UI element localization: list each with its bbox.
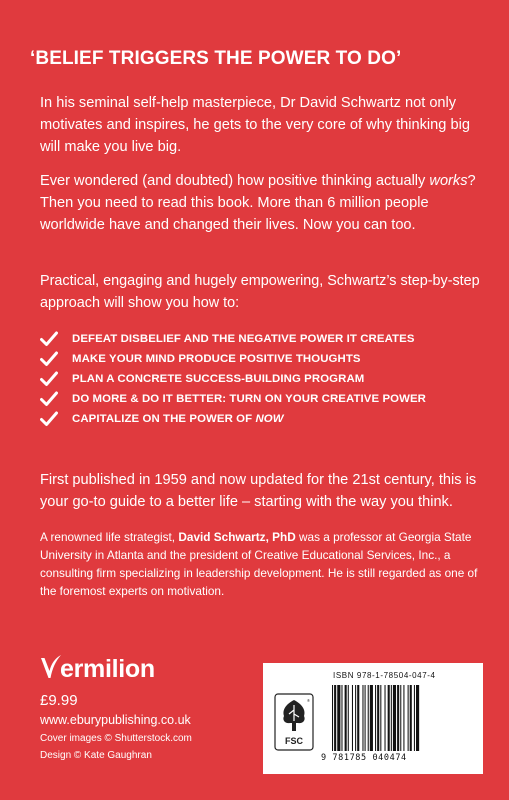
barcode-bar xyxy=(414,685,415,751)
lead-in-paragraph: Practical, engaging and hugely empowering, Schwartz’s step-by-step approach will show you how to: xyxy=(40,273,480,311)
barcode-bar xyxy=(368,685,369,751)
barcode-bar xyxy=(410,685,412,751)
barcode-bar xyxy=(355,685,356,751)
barcode-bar xyxy=(370,685,373,751)
barcode-digits: 9 781785 040474 xyxy=(321,753,407,763)
checkmark-icon xyxy=(40,371,58,387)
vermilion-logo xyxy=(40,651,155,684)
history-paragraph: First published in 1959 and now updated for the 21st century, this is your go-to guide to a better life – starting with the way you think. xyxy=(40,472,477,510)
price: £9.99 xyxy=(40,692,78,709)
intro-paragraph: In his seminal self-help masterpiece, Dr David Schwartz not only motivates and inspires, he gets to the very core of why thinking big will make you live big. xyxy=(40,95,470,155)
barcode-bars xyxy=(331,685,471,751)
barcode-bar xyxy=(362,685,363,751)
barcode-bar xyxy=(365,685,366,751)
barcode-bar xyxy=(334,685,336,751)
benefit-text: DEFEAT DISBELIEF AND THE NEGATIVE POWER IT CREATES xyxy=(72,333,415,345)
benefit-emphasis: NOW xyxy=(255,413,284,425)
benefit-text-start: CAPITALIZE ON THE POWER OF xyxy=(72,413,256,425)
checkmark-icon xyxy=(40,411,58,427)
bio-body: was a professor at Georgia State University in Atlanta and the president of Creative Educational Services, Inc., a consulting firm specializing in leadership development. He is still regarded as one of the foremost experts on motivation. xyxy=(40,530,478,598)
benefit-item xyxy=(40,349,490,369)
benefit-text: PLAN A CONCRETE SUCCESS-BUILDING PROGRAM xyxy=(72,373,365,385)
cover-image-credit: Cover images © Shutterstock.com xyxy=(40,733,192,744)
benefit-text: MAKE YOUR MIND PRODUCE POSITIVE THOUGHTS xyxy=(72,353,361,365)
benefit-item xyxy=(40,329,490,349)
benefit-item xyxy=(40,389,490,409)
barcode-bar xyxy=(377,685,379,751)
checkmark-icon xyxy=(40,351,58,367)
author-bio xyxy=(40,528,490,600)
fsc-label: FSC xyxy=(285,736,303,746)
barcode-bar xyxy=(352,685,353,751)
benefit-item xyxy=(40,409,490,429)
checkmark-icon xyxy=(40,331,58,347)
logo-wordmark: ermilion xyxy=(60,655,155,683)
barcode-bar xyxy=(385,685,386,751)
author-name: David Schwartz, PhD xyxy=(178,530,296,544)
checkmark-icon xyxy=(40,391,58,407)
question-text-start: Ever wondered (and doubted) how positive thinking actually xyxy=(40,173,430,189)
barcode-bar xyxy=(388,685,390,751)
barcode-panel xyxy=(263,663,483,774)
benefit-text: DO MORE & DO IT BETTER: TURN ON YOUR CREATIVE POWER xyxy=(72,393,426,405)
bio-intro: A renowned life strategist, xyxy=(40,530,179,544)
barcode-bar xyxy=(345,685,347,751)
barcode-bar xyxy=(393,685,396,751)
barcode-bar xyxy=(397,685,399,751)
headline-quote: ‘BELIEF TRIGGERS THE POWER TO DO’ xyxy=(30,48,402,69)
barcode-bar xyxy=(408,685,409,751)
barcode-bar xyxy=(380,685,381,751)
benefit-text xyxy=(72,413,284,425)
fsc-tree-logo-icon xyxy=(274,693,314,751)
svg-text:®: ® xyxy=(307,698,310,703)
barcode-bar xyxy=(416,685,419,751)
benefit-list xyxy=(40,329,490,429)
design-credit: Design © Kate Gaughran xyxy=(40,750,152,761)
barcode-bar xyxy=(337,685,340,751)
vermilion-v-mark-icon xyxy=(40,654,62,680)
barcode-bar xyxy=(391,685,392,751)
barcode-bar xyxy=(332,685,333,751)
barcode-bar xyxy=(375,685,376,751)
question-text-end: ? Then you need to read this book. More than 6 million people worldwide have and changed their lives. Now you can too. xyxy=(40,173,476,233)
publisher-url: www.eburypublishing.co.uk xyxy=(40,713,191,727)
benefit-item xyxy=(40,369,490,389)
barcode-bar xyxy=(348,685,349,751)
isbn-label: ISBN 978-1-78504-047-4 xyxy=(333,671,436,680)
question-emphasis: works xyxy=(429,173,468,189)
barcode-bar xyxy=(403,685,404,751)
barcode-bar xyxy=(400,685,401,751)
barcode-bar xyxy=(357,685,359,751)
question-paragraph xyxy=(40,170,480,236)
barcode-bar xyxy=(341,685,342,751)
